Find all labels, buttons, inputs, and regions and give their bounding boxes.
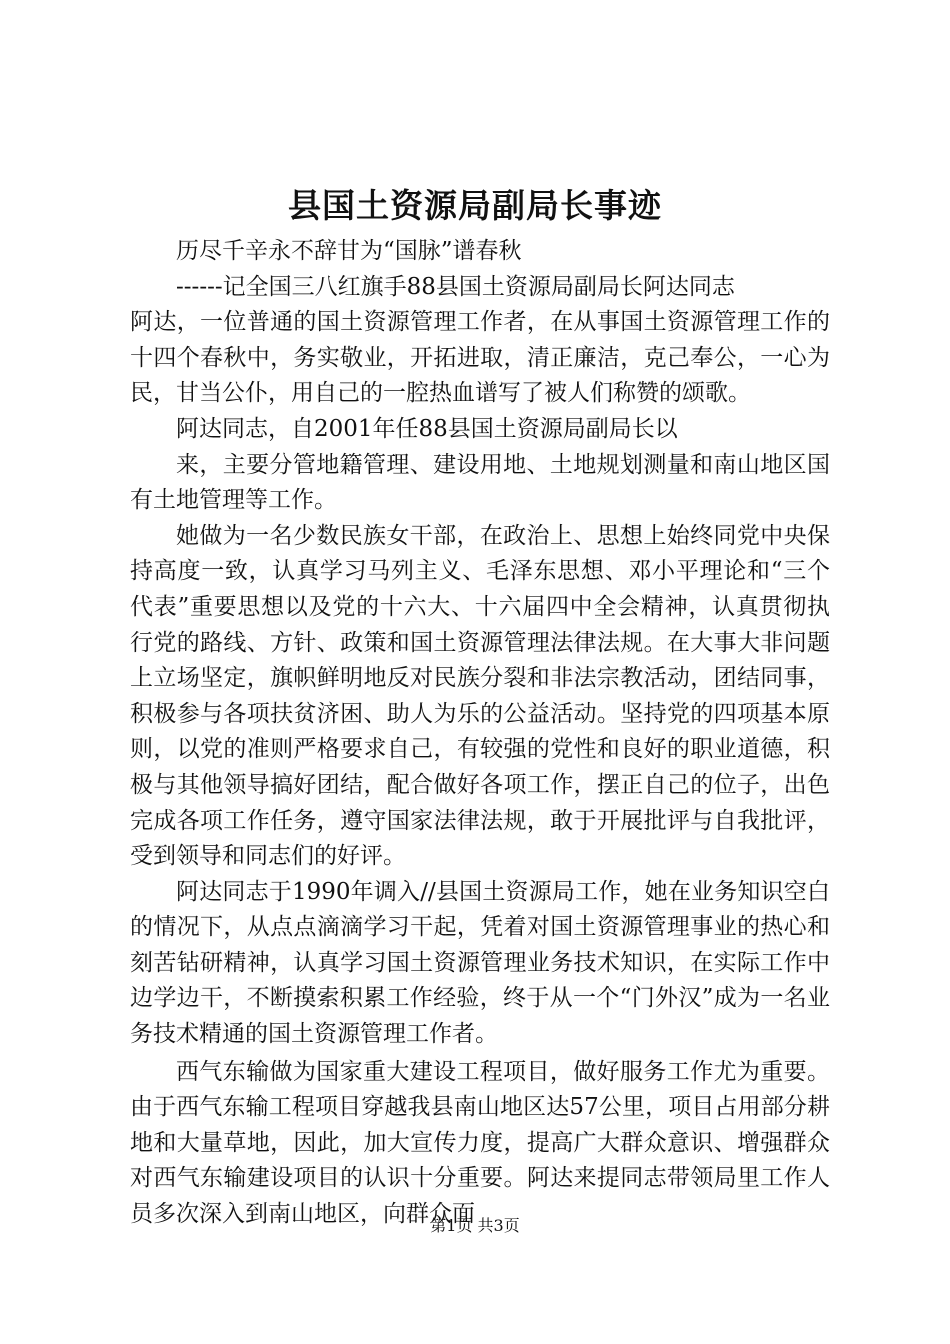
subtitle-line: 历尽千辛永不辞甘为“国脉”谱春秋 bbox=[176, 238, 522, 264]
paragraph: 来，主要分管地籍管理、建设用地、土地规划测量和南山地区国有土地管理等工作。 bbox=[130, 451, 830, 514]
dedication-line: ------记全国三八红旗手88县国土资源局副局长阿达同志 bbox=[176, 273, 735, 300]
paragraph: 阿达同志于1990年调入//县国土资源局工作，她在业务知识空白的情况下，从点点滴滴学习干起，凭着对国土资源管理事业的热心和刻苦钻研精神，认真学习国土资源管理业务技术知识，在实际工作中边学边干，不断摸索积累工作经验，终于从一个“门外汉”成为一名业务技术精通的国土资源管理工作者。 bbox=[130, 878, 830, 1048]
paragraph: 她做为一名少数民族女干部，在政治上、思想上始终同党中央保持高度一致，认真学习马列主义、毛泽东思想、邓小平理论和“三个代表”重要思想以及党的十六大、十六届四中全会精神，认真贯彻执行党的路线、方针、政策和国土资源管理法律法规。在大事大非问题上立场坚定，旗帜鲜明地反对民族分裂和非法宗教活动，团结同事，积极参与各项扶贫济困、助人为乐的公益活动。坚持党的四项基本原则，以党的准则严格要求自己，有较强的党性和良好的职业道德，积极与其他领导搞好团结，配合做好各项工作，摆正自己的位子，出色完成各项工作任务，遵守国家法律法规，敢于开展批评与自我批评，受到领导和同志们的好评。 bbox=[130, 522, 830, 870]
page-title: 县国土资源局副局长事迹 bbox=[288, 186, 662, 225]
paragraph: 阿达，一位普通的国土资源管理工作者，在从事国土资源管理工作的十四个春秋中，务实敬业，开拓进取，清正廉洁，克己奉公，一心为民，甘当公仆，用自己的一腔热血谱写了被人们称赞的颂歌。 bbox=[130, 309, 830, 407]
page-number: 第1页 共3页 bbox=[430, 1216, 520, 1235]
paragraph: 阿达同志，自2001年任88县国土资源局副局长以 bbox=[176, 415, 678, 442]
paragraph: 西气东输做为国家重大建设工程项目，做好服务工作尤为重要。由于西气东输工程项目穿越我县南山地区达57公里，项目占用部分耕地和大量草地，因此，加大宣传力度，提高广大群众意识、增强群众对西气东输建设项目的认识十分重要。阿达来提同志带领局里工作人员多次深入到南山地区，向群众面 bbox=[130, 1058, 830, 1228]
document-body bbox=[130, 234, 830, 1233]
